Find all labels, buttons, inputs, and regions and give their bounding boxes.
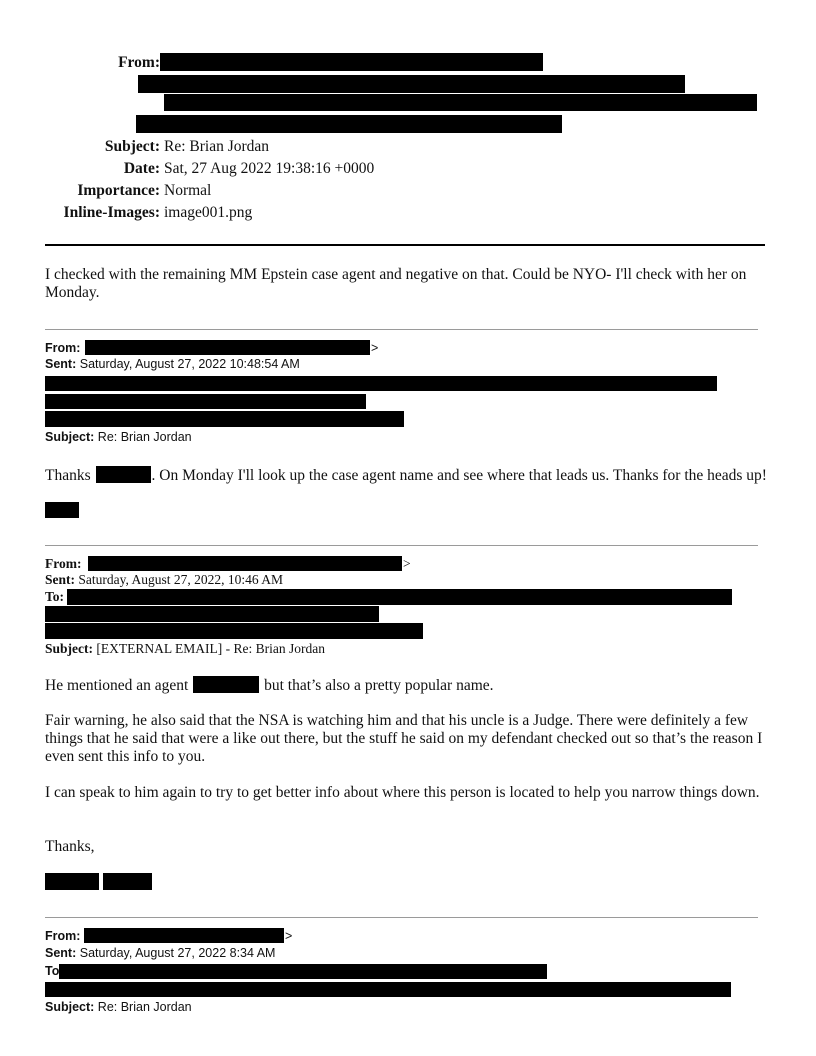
- msg1-body-pre: Thanks: [45, 467, 91, 484]
- redaction: [45, 411, 404, 427]
- msg2-sent-value: Saturday, August 27, 2022, 10:46 AM: [78, 572, 284, 587]
- msg1-body: [45, 466, 770, 485]
- msg1-from-line: [45, 341, 80, 356]
- redaction: [136, 115, 562, 133]
- redaction-signature: [45, 873, 99, 890]
- msg3-sent-label: Sent:: [45, 946, 77, 960]
- redaction: [67, 589, 732, 605]
- header-divider: [45, 244, 765, 246]
- msg1-subject-value: Re: Brian Jordan: [97, 430, 192, 444]
- msg1-subject-label: Subject:: [45, 430, 95, 444]
- msg1-body-post: . On Monday I'll look up the case agent name and see where that leads us. Thanks for the heads up!: [151, 467, 767, 484]
- from-label: From:: [118, 54, 160, 71]
- redaction: [84, 928, 284, 943]
- msg2-subject-line: [45, 641, 325, 656]
- msg2-line1: [45, 676, 775, 695]
- subject-label: Subject:: [104, 138, 160, 155]
- redaction: [88, 556, 402, 571]
- redaction: [193, 676, 259, 693]
- msg2-subject-value: [EXTERNAL EMAIL] - Re: Brian Jordan: [96, 641, 325, 656]
- message-divider: [45, 329, 758, 330]
- redaction: [45, 982, 731, 997]
- inline-images-value: image001.png: [164, 204, 253, 221]
- msg2-to-label: To:: [45, 589, 65, 604]
- msg2-line1-pre: He mentioned an agent: [45, 677, 189, 694]
- msg2-to-line: [45, 589, 64, 604]
- redaction: [160, 53, 543, 71]
- msg2-closing: Thanks,: [45, 838, 95, 855]
- msg2-subject-label: Subject:: [45, 641, 93, 656]
- body-paragraph: I checked with the remaining MM Epstein case agent and negative on that. Could be NYO- I'll check with her on Monday.: [45, 266, 747, 301]
- msg3-subject-value: Re: Brian Jordan: [97, 1000, 192, 1014]
- redaction-signature: [103, 873, 152, 890]
- redaction: [138, 75, 685, 93]
- msg2-line1-post: but that’s also a pretty popular name.: [264, 677, 494, 694]
- importance-label: Importance:: [77, 182, 160, 199]
- msg3-sent-value: Saturday, August 27, 2022 8:34 AM: [79, 946, 276, 960]
- msg2-sent-line: [45, 572, 283, 587]
- msg2-paragraph-2: Fair warning, he also said that the NSA is watching him and that his uncle is a Judge. There were definitely a few things that he said that were a like out there, but the stuff he said on my defendant checked out so that’s the reason I even sent this info to you.: [45, 712, 763, 765]
- redaction: [45, 606, 379, 622]
- msg3-to-label: To: [45, 964, 60, 978]
- date-value: Sat, 27 Aug 2022 19:38:16 +0000: [164, 160, 375, 177]
- message-divider: [45, 545, 758, 546]
- msg2-paragraph-3: I can speak to him again to try to get better info about where this person is located to help you narrow things down.: [45, 784, 760, 801]
- msg3-from-suffix: >: [285, 929, 293, 943]
- subject-value: Re: Brian Jordan: [164, 138, 270, 155]
- msg1-subject-line: [45, 430, 192, 445]
- msg1-from-suffix: >: [371, 341, 379, 355]
- redaction: [45, 376, 717, 391]
- redaction: [59, 964, 547, 979]
- msg2-sent-label: Sent:: [45, 572, 75, 587]
- msg3-from-line: [45, 929, 80, 944]
- redaction: [85, 340, 370, 355]
- importance-value: Normal: [164, 182, 212, 199]
- msg3-from-label: From:: [45, 929, 81, 943]
- redaction: [45, 394, 366, 409]
- msg2-from-line: [45, 556, 82, 571]
- date-label: Date:: [123, 160, 160, 177]
- redaction: [45, 623, 423, 639]
- msg3-sent-line: [45, 946, 275, 961]
- redaction-signature: [45, 502, 79, 518]
- redaction: [96, 466, 151, 483]
- msg3-subject-label: Subject:: [45, 1000, 95, 1014]
- msg3-subject-line: [45, 1000, 192, 1015]
- msg3-to-line: [45, 964, 59, 979]
- msg1-from-label: From:: [45, 341, 81, 355]
- message-divider: [45, 917, 758, 918]
- redaction: [164, 94, 757, 111]
- msg1-sent-value: Saturday, August 27, 2022 10:48:54 AM: [79, 357, 300, 371]
- msg1-sent-label: Sent:: [45, 357, 77, 371]
- msg2-from-suffix: >: [403, 556, 411, 571]
- inline-images-label: Inline-Images:: [63, 204, 160, 221]
- msg1-sent-line: [45, 357, 300, 372]
- msg2-from-label: From:: [45, 556, 82, 571]
